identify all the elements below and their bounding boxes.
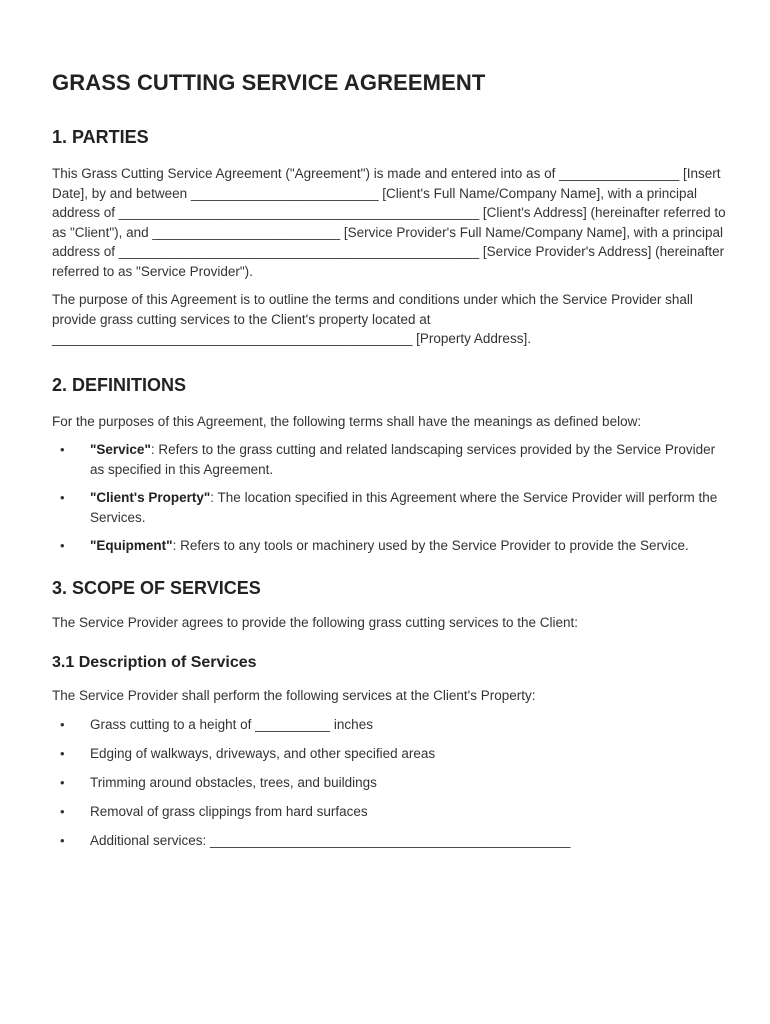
definition-text: : Refers to any tools or machinery used by the Service Provider to provide the Service. [172,538,689,553]
service-item [52,744,730,764]
service-text: Trimming around obstacles, trees, and buildings [90,774,377,790]
definition-term: "Client's Property" [90,490,211,505]
section-heading-parties: 1. PARTIES [52,127,149,147]
definitions-intro: For the purposes of this Agreement, the following terms shall have the meanings as defined below: [52,413,642,429]
definition-item [52,536,730,556]
section-parties [52,127,730,349]
definition-text: : Refers to the grass cutting and related landscaping services provided by the Service Provider as specified in this Agreement. [90,442,716,477]
definition-item [52,488,730,527]
bullet-icon: • [60,832,65,848]
bullet-icon: • [60,442,65,457]
definition-term: "Service" [90,442,151,457]
service-text: Additional services: ________________________________________________ [90,832,571,848]
subsection-heading-description: 3.1 Description of Services [52,654,257,671]
definition-term: "Equipment" [90,538,173,553]
definition-text: : The location specified in this Agreement where the Service Provider will perform the Services. [90,490,718,525]
service-item [52,715,730,735]
bullet-icon: • [60,745,65,761]
services-list [52,715,730,851]
service-item [52,802,730,822]
service-text: Grass cutting to a height of __________ inches [90,716,373,732]
bullet-icon: • [60,538,65,553]
section-heading-definitions: 2. DEFINITIONS [52,374,187,395]
service-item [52,831,730,851]
section-definitions [52,375,730,556]
service-item [52,773,730,793]
definitions-list [52,440,730,556]
bullet-icon: • [60,803,65,819]
bullet-icon: • [60,490,65,505]
bullet-icon: • [60,716,65,732]
service-text: Removal of grass clippings from hard surfaces [90,803,368,819]
parties-paragraph-2: The purpose of this Agreement is to outline the terms and conditions under which the Service Provider shall provide grass cutting services to the Client's property located at ________________________________________________ [Property Address]. [52,292,693,346]
service-text: Edging of walkways, driveways, and other specified areas [90,745,436,761]
definition-item [52,440,730,479]
section-heading-scope: 3. SCOPE OF SERVICES [52,577,261,598]
scope-intro: The Service Provider agrees to provide the following grass cutting services to the Client: [52,614,579,630]
document-title: GRASS CUTTING SERVICE AGREEMENT [52,70,486,95]
subsection-intro: The Service Provider shall perform the following services at the Client's Property: [52,688,536,703]
bullet-icon: • [60,774,65,790]
section-scope [52,578,730,851]
parties-paragraph-1: This Grass Cutting Service Agreement ("Agreement") is made and entered into as of ________________ [Insert Date], by and between _________________________ [Client's Full Name/Company Name], with a principal address of ________________________________________________ [Client's Address] (hereinafter referred to as "Client"), and _________________________ [Service Provider's Full Name/Company Name], with a principal address of ________________________________________________ [Service Provider's Address] (hereinafter referred to as "Service Provider"). [52,166,726,279]
